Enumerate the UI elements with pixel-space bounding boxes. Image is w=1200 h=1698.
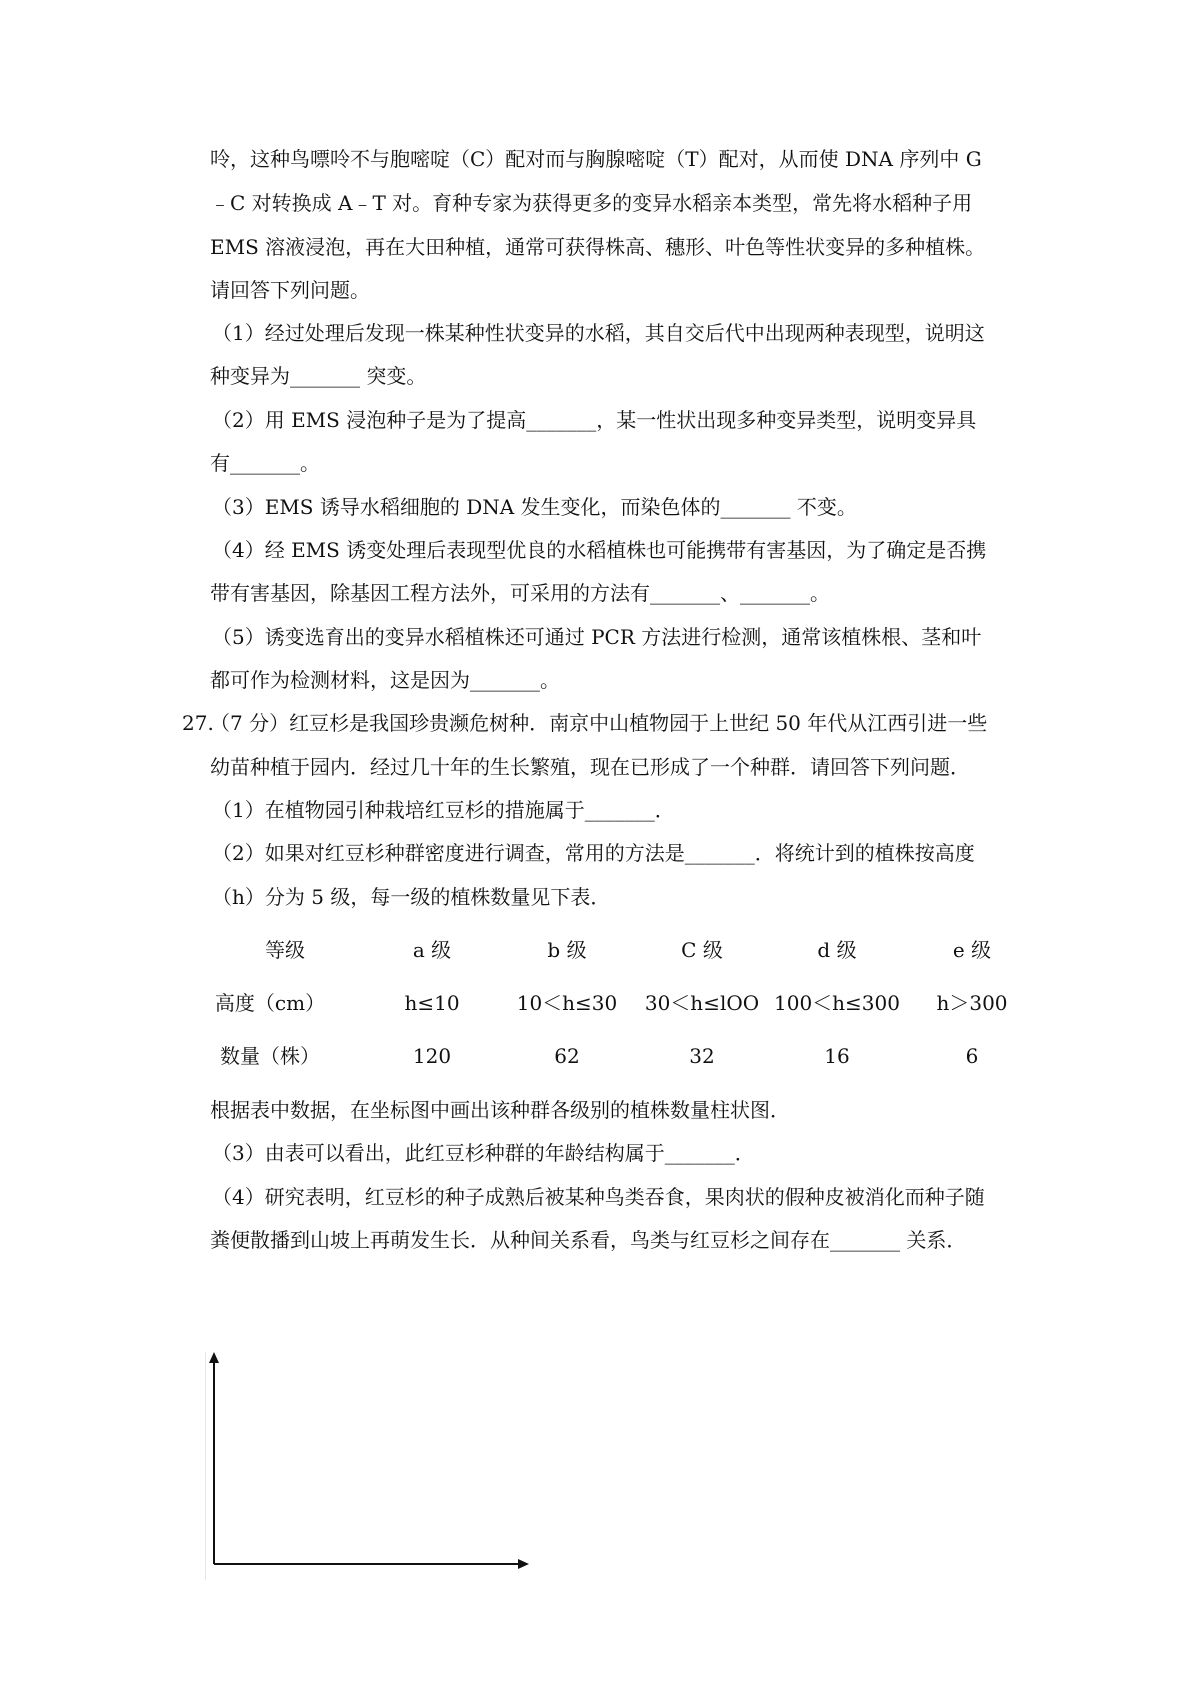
table-cell: 高度（cm） — [214, 991, 326, 1015]
sub-question-2-line2: 有_______。 — [210, 451, 320, 475]
table-cell: e 级 — [952, 938, 992, 962]
q27-sub-question-2-line1: （2）如果对红豆杉种群密度进行调查，常用的方法是_______．将统计到的植株按高度 — [212, 841, 975, 865]
sub-question-5-line2: 都可作为检测材料，这是因为_______。 — [210, 668, 560, 692]
table-cell: C 级 — [681, 938, 723, 962]
sub-question-1-line2: 种变异为_______ 突变。 — [210, 364, 427, 388]
sub-question-4-line1: （4）经 EMS 诱变处理后表现型优良的水稻植株也可能携带有害基因，为了确定是否携 — [212, 538, 987, 562]
table-cell: 等级 — [265, 938, 305, 962]
table-cell: d 级 — [817, 938, 857, 962]
x-axis-arrow — [518, 1559, 529, 1569]
question-intro-line1: （7 分）红豆杉是我国珍贵濒危树种．南京中山植物园于上世纪 50 年代从江西引进一些 — [210, 711, 988, 735]
table-header-row — [0, 935, 1200, 965]
table-cell: b 级 — [547, 938, 587, 962]
table-cell: 30＜h≤lOO — [644, 991, 760, 1015]
table-cell: 32 — [689, 1044, 715, 1068]
sub-question-2-line1: （2）用 EMS 浸泡种子是为了提高_______，某一性状出现多种变异类型，说明变异具 — [212, 408, 977, 432]
table-row — [0, 988, 1200, 1018]
table-cell: a 级 — [412, 938, 452, 962]
question-intro-line2: 幼苗种植于园内．经过几十年的生长繁殖，现在已形成了一个种群．请回答下列问题． — [210, 755, 970, 779]
paragraph-line: 请回答下列问题。 — [210, 278, 370, 302]
sub-question-4-line2: 带有害基因，除基因工程方法外，可采用的方法有_______、_______。 — [210, 581, 830, 605]
table-cell: 120 — [412, 1044, 452, 1068]
sub-question-5-line1: （5）诱变选育出的变异水稻植株还可通过 PCR 方法进行检测，通常该植株根、茎和叶 — [212, 625, 982, 649]
table-cell: 62 — [554, 1044, 580, 1068]
blank-coordinate-axes — [205, 1352, 565, 1582]
paragraph-line: EMS 溶液浸泡，再在大田种植，通常可获得株高、穗形、叶色等性状变异的多种植株。 — [210, 235, 986, 259]
table-cell: h＞300 — [936, 991, 1008, 1015]
question-number: 27. — [182, 711, 214, 735]
q27-sub-question-2-line2: （h）分为 5 级，每一级的植株数量见下表． — [212, 885, 611, 909]
sub-question-3: （3）EMS 诱导水稻细胞的 DNA 发生变化，而染色体的_______ 不变。 — [212, 495, 857, 519]
table-cell: 数量（株） — [220, 1044, 320, 1068]
table-cell: 6 — [965, 1044, 979, 1068]
table-cell: 16 — [824, 1044, 850, 1068]
q27-sub-question-4-line2: 粪便散播到山坡上再萌发生长．从种间关系看，鸟类与红豆杉之间存在_______ 关系． — [210, 1228, 967, 1252]
paragraph-line: ﹣C 对转换成 A﹣T 对。育种专家为获得更多的变异水稻亲本类型，常先将水稻种子用 — [210, 191, 973, 215]
q27-sub-question-1: （1）在植物园引种栽培红豆杉的措施属于_______． — [212, 798, 675, 822]
table-cell: 10＜h≤30 — [516, 991, 618, 1015]
paragraph-line: 呤，这种鸟嘌呤不与胞嘧啶（C）配对而与胸腺嘧啶（T）配对，从而使 DNA 序列中 G — [210, 147, 982, 171]
sub-question-1-line1: （1）经过处理后发现一株某种性状变异的水稻，其自交后代中出现两种表现型，说明这 — [212, 321, 985, 345]
table-cell: 100＜h≤300 — [774, 991, 900, 1015]
table-row — [0, 1041, 1200, 1071]
q27-sub-question-4-line1: （4）研究表明，红豆杉的种子成熟后被某种鸟类吞食，果肉状的假种皮被消化而种子随 — [212, 1185, 985, 1209]
table-cell: h≤10 — [404, 991, 460, 1015]
q27-sub-question-3: （3）由表可以看出，此红豆杉种群的年龄结构属于_______． — [212, 1141, 755, 1165]
y-axis-arrow — [209, 1352, 219, 1363]
instruction-line: 根据表中数据，在坐标图中画出该种群各级别的植株数量柱状图． — [210, 1098, 790, 1122]
